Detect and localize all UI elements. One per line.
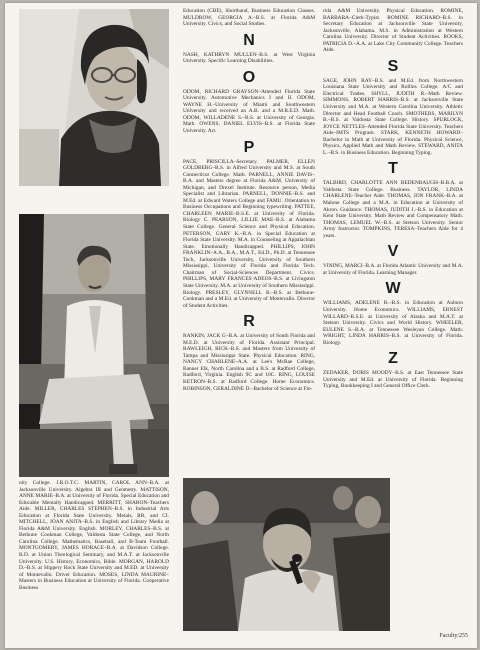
text-column-left bbox=[19, 480, 169, 591]
faculty-entries-m: nity College. J.R.O.T.C. MARTIN, CAROL ANN–B.A. at Jacksonville University. Algebra III and Geometry. MATTISON, ANNE MARIE–B.A. at University of Florida. Special Education and Educable Mentally Handicapped. MERRITT, SHARON–Teachers Aide. MILLER, CHARLES STEPHEN–B.S. in Industrial Arts Education at Florida State University. Metals, RR, and CI. MITCHELL, JOAN ANITA–B.S. in English and Library Media at Florida A&M University. English. MORLEY, CHARLES–B.S. at Bethune Cookman College, Valdosta State College, and North Carolina College. Mathematics, Baseball, and B-Team Football. MONTGOMERY, JAMES HORACE–B.A. at Davidson College. B.D. at Union Theological Seminary, and M.A.T. at Jacksonville University. U.S. History, Economics, Bible. MORGAN, HAROLD D.–B.S. at Slippery Rock State University and M.ED. at University of Montevallo. Driver Education. MOSES, LINDA MAURINE–Masters in Business Education at University of Florida. Cooperative Business bbox=[19, 480, 169, 591]
section-letter-s: S bbox=[387, 57, 399, 75]
section-letter-o: O bbox=[242, 68, 256, 86]
man-sitting-on-ledge-photo bbox=[19, 214, 169, 477]
faculty-entries-t: TALBIRD, CHARLOTTE ANN BEDENBAUGH–B.B.A. at Valdosta State College. Business. TAYLOR, LINDA CHARLENE–Teacher Aide. THOMAS, JON FRANK–B.A. at Malone College and a M.A. in Education at University of Akron. Guidance. THOMAS, JUDITH J.–B.S. in Education at Kent State University. Math Review and Compensatory Math. THOMAS, LEMUEL W.–B.S. at Stetson University. Senior Army Instructor. TOMPKINS, TERESA–Teachers Aide for 4 years. bbox=[323, 180, 463, 239]
faculty-entries-s: SAGE, JOHN RAY–B.S. and M.Ed. from Northwestern Louisiana State University and Rollins College. A/C and Electrical Trades. SHYLL, JUDITH R.–Math Review. SIMMONS, ROBERT HARRIS–B.S. at Jacksonville State University and M.A. at Western Carolina University. Athletic Director and Head Football Coach. SMOTHERS, MARILYN B.–B.S. at Valdosta State College. History. SPURLOCK, JOYCE NETTLES–Attended Florida State University. Teachers Aide–IMTS Program. STARK, KENNETH HOWARD–Bachelor in Math at University of Florida. Physical Science, Physics, Applied Math and Math Review. STEWARD, ANITA L.–B.S. in Business Education. Beginning Typing. bbox=[323, 77, 463, 156]
faculty-entries-z: ZEDAKER, DORIS MOODY–B.S. at East Tennessee State University and M.Ed. at University of Florida. Beginning Typing, Bookkeeping I and General Office Clerk. bbox=[323, 370, 463, 390]
text-column-right bbox=[323, 8, 463, 390]
page-number: Faculty/255 bbox=[439, 633, 468, 639]
woman-with-glasses-photo bbox=[19, 9, 169, 186]
faculty-entries-o: ODOM, RICHARD GRAYSON–Attended Florida State University. Automotive Mechanics I and II. ODOM, WAYNE H.–University of Miami and Southwestern University and received an A.B. and a M.R.E.D. Math. ODOM, WILLADENE S.–B.S. at University of Georgia. Math. OWENS, DANIEL ELVIS–B.S. at Florida State University. Art. bbox=[183, 88, 315, 135]
faculty-entries-r: RANKIN, JACK G–B.A. at University of South Florida and M.E.D. at University of Florida. Assistant Principal. RAWLEIGH, RICK–B.S. and Masters from University of Tampa and Mississippi State. Physical Education. RING, NANCY CHARLENE–A.A. at Lee's McRae College, Banner Elk, North Carolina and a B.S. at Radford College, Radford, Virginia. English 9C and 10C. RING, LOUISE KETRON–B.S. at Radford College. Home Economics. ROBINSON, GERALDINE D.–Bachelor of Science at Flo- bbox=[183, 333, 315, 392]
section-letter-z: Z bbox=[388, 350, 398, 368]
section-letter-w: W bbox=[385, 280, 401, 298]
faculty-entries-p: PACE, PRISCILLA–Secretary. PALMER, ELLEN GOLDBERG–B.S. in Alfred University and M.S. at South Connecticut College. Math. PARNELL, ANNIE DAVIS–B.A. and Masters degree at Florida A&M, University of Michigan, and Drexel Institute. Resource person, Media Specialist and Librarian. PARNELL, DONNIE–B.S. and M.Ed. at Edward Waters College and FAMU. Orientation to Business Occupations and Beginning typewriting. PATTEE, CHARLEEN MARIE–B.S.E. at University of Florida. Biology C. PEARSON, LILLIE MAE–B.S. at Alabama State College. General Science and Physical Education. PETERSON, GARY K.–B.A. in Special Education at Florida State University. M.A. in Counseling at Appalachian State. Emotionally Handicapped. PHILLIPS, JOHN FRANKLIN–A.A., B.A., M.A.T., Ed.D., Ph.D. at Tennessee Tech, Jacksonville University, University of Southern Mississippi, University of Florida and Florida Tech. Chairman of Social-Sciences Department. Civics. PHILLIPS, MARY FRANCES ADEOS–B.S. at Livingston State University. M.A. at University of Southern Mississippi. Biology. PRESLEY, GLYNNELL B.–B.S. at Bethune-Cookman and a M.Ed. at University of Montevallo. Director of Student Activities. bbox=[183, 158, 315, 309]
section-letter-n: N bbox=[243, 31, 255, 49]
section-letter-v: V bbox=[387, 243, 399, 261]
faculty-entries-w: WILLIAMS, ADELENE R.–B.S. in Education at Auburn University. Home Economics. WILLIAMS, ERNEST WILLARD–B.S.E. at University of Alaska and M.A.T. at Stetson University. Civics and World History. WHEELER, EULENE S.–B.A. at Tennessee Wesleyan College. Math. WRIGHT, LINDA HARRIS–B.S. at University of Florida. Biology. bbox=[323, 300, 463, 346]
faculty-entries-n: NASH, KATHRYN MULLEN–B.S. at West Virginia University. Specific Learning Disabilities. bbox=[183, 51, 315, 65]
section-letter-p: P bbox=[243, 138, 255, 156]
yearbook-page bbox=[5, 3, 477, 648]
section-letter-t: T bbox=[388, 160, 398, 178]
faculty-entries-v: VINING, MARCI–B.A. at Florida Atlantic University and M.A. at University of Florida. Learning Manager. bbox=[323, 263, 463, 276]
man-with-microphone-photo bbox=[183, 478, 390, 631]
faculty-entries-m-cont: Education (CBE), Shorthand, Business Education Classes. MULDROW, GEORGIA A.–B.S. at Florida A&M University. Civics, and Social Studies. bbox=[183, 8, 315, 28]
faculty-entries-r-cont: rida A&M University. Physical Education. ROMINE, BARBARA–Clerk-Typist. ROMINE RICHARD–B.S. in Secretary Education at Jacksonville State University, Jacksonville, Alabama. M.S. in Administration at Western Carolina University. Director of Student Activities. ROOKS, PATRICIA D.–A.A. at Lake City Community College. Teachers Aide. bbox=[323, 8, 463, 54]
section-letter-r: R bbox=[243, 313, 255, 331]
text-column-middle bbox=[183, 8, 315, 392]
